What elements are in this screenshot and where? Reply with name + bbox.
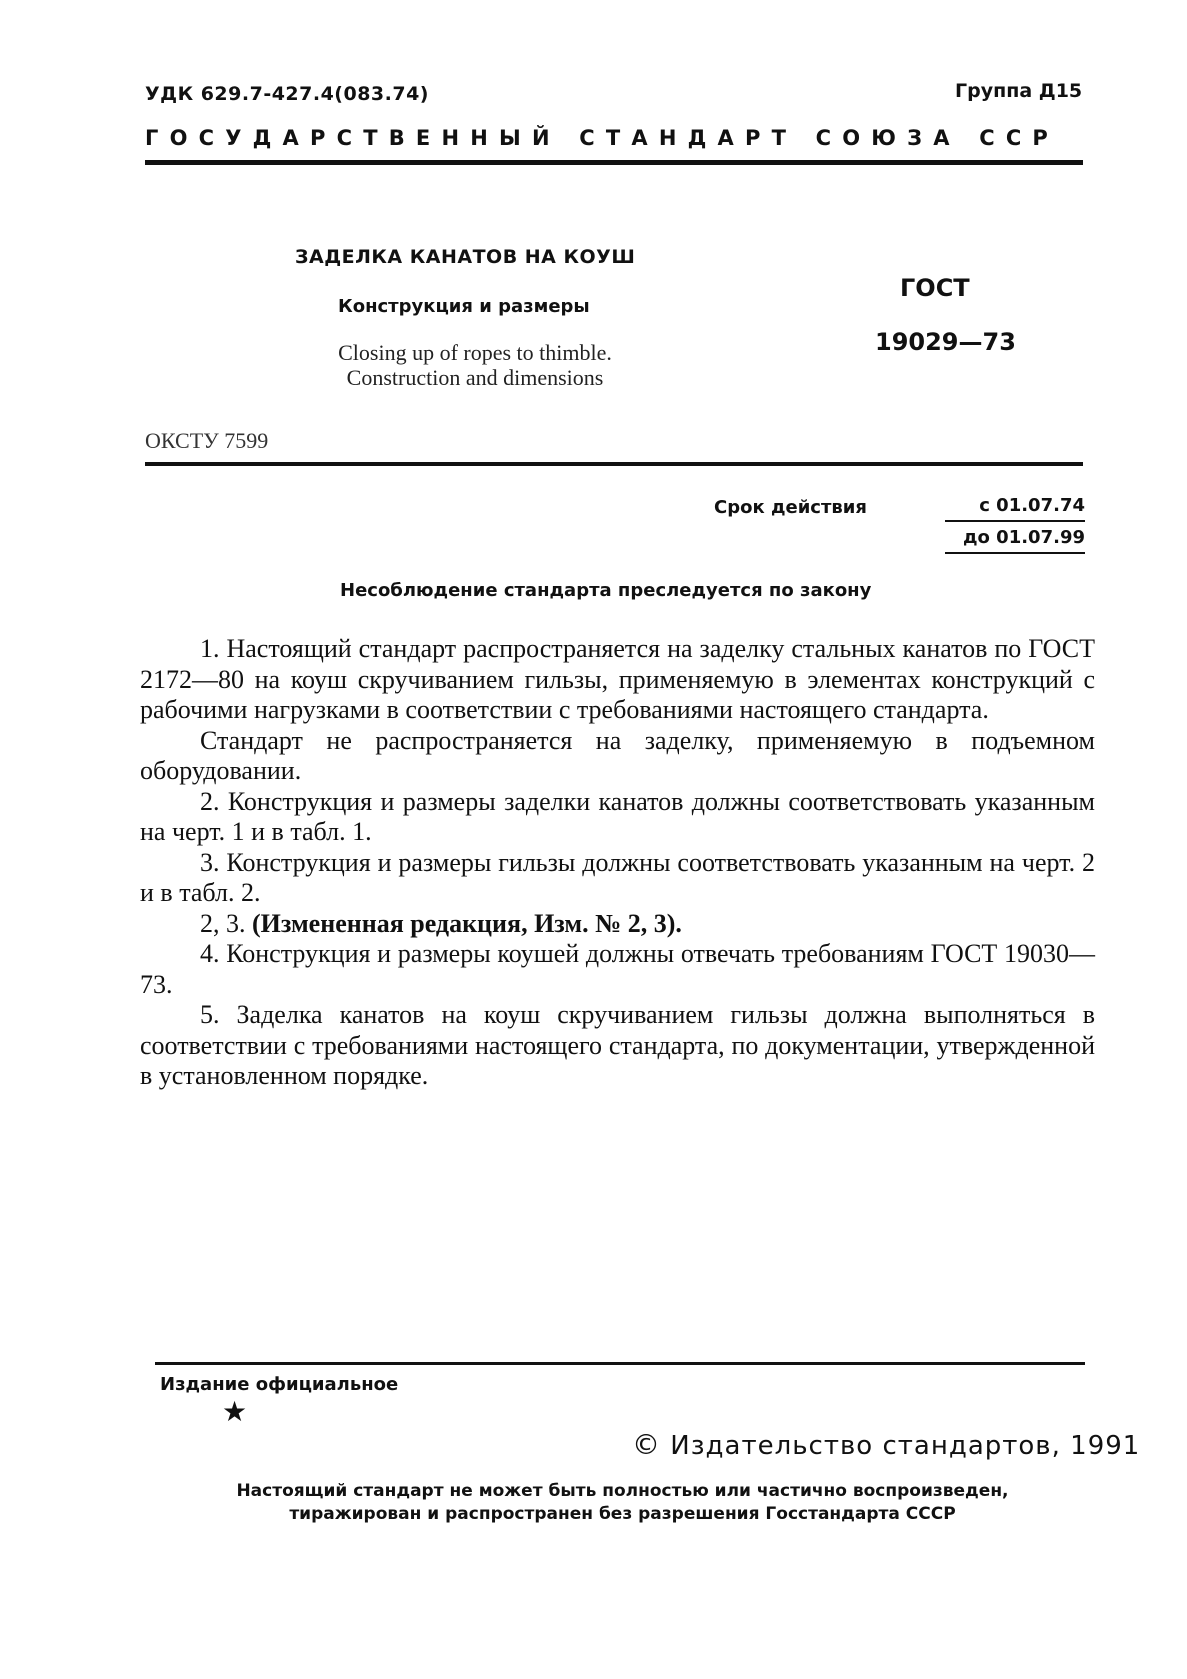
copyright-text: Издательство стандартов, 1991 xyxy=(670,1431,1141,1461)
star-icon: ★ xyxy=(222,1397,248,1428)
title-rule xyxy=(145,462,1083,466)
copyright-icon: © xyxy=(632,1428,661,1461)
validity-label: Срок действия xyxy=(714,497,867,518)
english-title xyxy=(290,340,660,390)
notice-line-2: тиражирован и распространен без разрешения Госстандарта СССР xyxy=(289,1504,956,1524)
amendment-clauses: 2, 3. xyxy=(200,908,252,938)
udk-code: УДК 629.7-427.4(083.74) xyxy=(145,83,429,105)
copyright-line xyxy=(632,1428,1140,1461)
clause-1: 1. Настоящий стандарт распространяется на заделку стальных канатов по ГОСТ 2172—80 на коуш скручиванием гильзы, применяемую в элементах конструкций с рабочими нагрузками в соответствии с требованиями настоящего стандарта. xyxy=(140,634,1095,724)
footer-rule xyxy=(155,1362,1085,1365)
document-title: ЗАДЕЛКА КАНАТОВ НА КОУШ xyxy=(295,246,636,268)
valid-from-date: с 01.07.74 xyxy=(979,495,1085,516)
amendment-note xyxy=(140,909,1095,940)
validity-underline xyxy=(945,552,1085,554)
legal-warning: Несоблюдение стандарта преследуется по закону xyxy=(340,580,872,601)
reproduction-notice xyxy=(150,1480,1095,1526)
amendment-text: (Измененная редакция, Изм. № 2, 3). xyxy=(252,908,682,938)
clause-3: 3. Конструкция и размеры гильзы должны соответствовать указанным на черт. 2 и в табл. 2. xyxy=(140,847,1095,907)
gost-label: ГОСТ xyxy=(900,274,970,302)
document-subtitle: Конструкция и размеры xyxy=(338,296,590,317)
group-code: Группа Д15 xyxy=(955,80,1083,102)
standard-body xyxy=(140,634,1095,1092)
english-title-line-2: Construction and dimensions xyxy=(346,365,604,390)
okstu-code: ОКСТУ 7599 xyxy=(145,428,269,453)
clause-4: 4. Конструкция и размеры коушей должны отвечать требованиям ГОСТ 19030—73. xyxy=(140,939,1095,999)
valid-to-date: до 01.07.99 xyxy=(963,527,1085,548)
clause-1-exception: Стандарт не распространяется на заделку, применяемую в подъемном оборудовании. xyxy=(140,725,1095,785)
english-title-line-1: Closing up of ropes to thimble. xyxy=(338,340,612,365)
header-rule xyxy=(145,160,1083,165)
notice-line-1: Настоящий стандарт не может быть полностью или частично воспроизведен, xyxy=(236,1481,1009,1501)
official-edition-label: Издание официальное xyxy=(160,1374,399,1395)
validity-divider xyxy=(945,520,1085,522)
clause-2: 2. Конструкция и размеры заделки канатов должны соответствовать указанным на черт. 1 и в табл. 1. xyxy=(140,786,1095,846)
gost-number: 19029—73 xyxy=(875,328,1016,356)
clause-5: 5. Заделка канатов на коуш скручиванием гильзы должна выполняться в соответствии с требованиями настоящего стандарта, по документации, утвержденной в установленном порядке. xyxy=(140,1000,1095,1090)
state-standard-banner: ГОСУДАРСТВЕННЫЙ СТАНДАРТ СОЮЗА ССР xyxy=(145,126,1060,150)
